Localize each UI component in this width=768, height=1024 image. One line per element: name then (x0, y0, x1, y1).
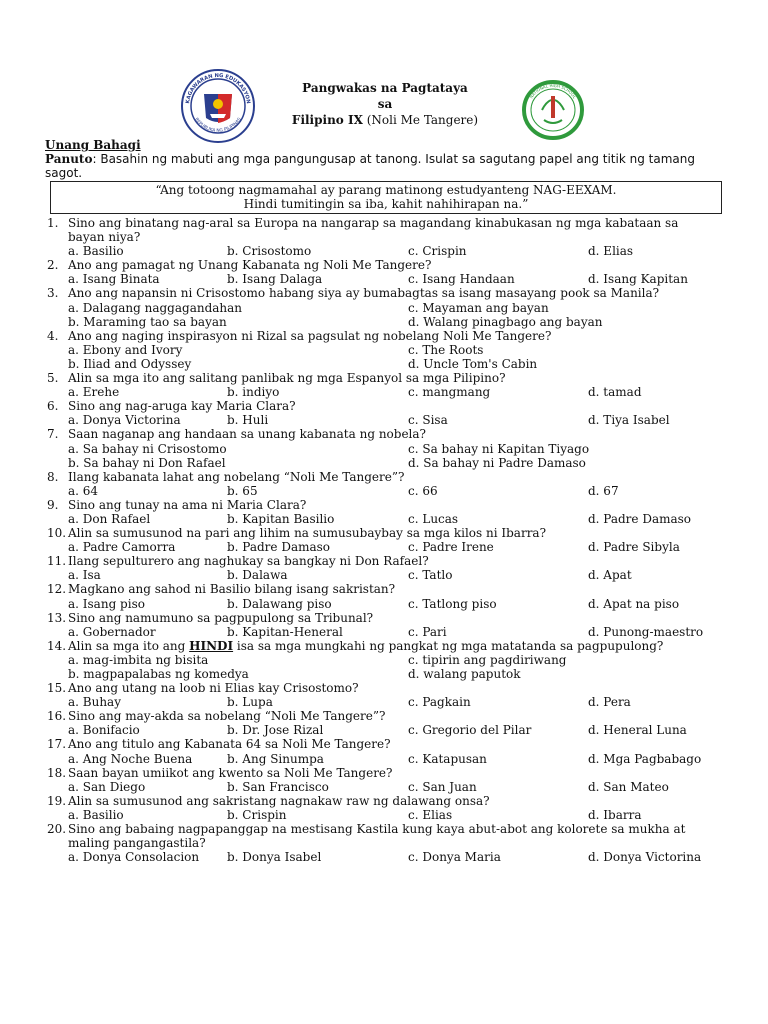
question-number: 20. (47, 822, 67, 837)
question-item (0, 582, 768, 596)
answer-choice: c. Isang Handaan (408, 272, 515, 287)
answer-choice: b. Maraming tao sa bayan (68, 314, 227, 329)
answer-choice: c. Tatlong piso (408, 596, 497, 611)
answer-choice: c. tipirin ang pagdiriwang (408, 652, 567, 667)
answer-choice: b. Sa bahay ni Don Rafael (68, 455, 226, 470)
answer-choice: c. The Roots (408, 342, 484, 357)
choice-row (0, 301, 768, 315)
question-number: 2. (47, 258, 59, 273)
question-item (0, 737, 768, 751)
question-text: Sino ang namumuno sa pagpupulong sa Tribunal? (68, 610, 374, 625)
question-item (0, 427, 768, 441)
question-text: Ilang kabanata lahat ang nobelang “Noli Me Tangere”? (68, 469, 405, 484)
choice-row (0, 385, 768, 399)
question-item (0, 794, 768, 808)
question-number: 8. (47, 469, 59, 484)
answer-choice: b. Padre Damaso (227, 540, 331, 555)
choice-row (0, 808, 768, 822)
choice-row (0, 667, 768, 681)
title-subject: Filipino IX (291, 113, 363, 127)
answer-choice: a. Ebony and Ivory (68, 342, 183, 357)
answer-choice: a. Buhay (68, 695, 121, 710)
question-list (0, 216, 768, 864)
answer-choice: a. 64 (68, 483, 99, 498)
directions-label: Panuto (45, 152, 93, 166)
question-number: 17. (47, 737, 67, 752)
question-text: Ano ang pamagat ng Unang Kabanata ng Noli Me Tangere? (68, 258, 432, 273)
question-text: Saan naganap ang handaan sa unang kabanata ng nobela? (68, 427, 426, 442)
question-number: 12. (47, 582, 67, 597)
question-number: 9. (47, 497, 59, 512)
question-text (68, 639, 708, 653)
question-text: Ano ang napansin ni Crisostomo habang siya ay bumabagtas sa isang masayang pook sa Manila? (68, 286, 660, 301)
choice-row (0, 653, 768, 667)
answer-choice: c. mangmang (408, 385, 491, 400)
answer-choice: b. indiyo (227, 385, 280, 400)
quote-box (50, 181, 722, 214)
question-number: 18. (47, 765, 67, 780)
question-item (0, 216, 768, 244)
answer-choice: c. Tatlo (408, 568, 453, 583)
answer-choice: b. Huli (227, 413, 269, 428)
exam-title (250, 80, 520, 128)
answer-choice: b. San Francisco (227, 779, 329, 794)
answer-choice: d. Sa bahay ni Padre Damaso (408, 455, 586, 470)
answer-choice: b. Dr. Jose Rizal (227, 723, 324, 738)
question-text: Sino ang nag-aruga kay Maria Clara? (68, 399, 296, 414)
answer-choice: a. Isa (68, 568, 101, 583)
answer-choice: a. Don Rafael (68, 511, 151, 526)
answer-choice: d. San Mateo (588, 779, 669, 794)
answer-choice: d. Heneral Luna (588, 723, 687, 738)
answer-choice: c. 66 (408, 483, 438, 498)
answer-choice: d. Mga Pagbabago (588, 751, 702, 766)
answer-choice: c. Mayaman ang bayan (408, 300, 549, 315)
question-text: Ilang sepulturero ang naghukay sa bangkay ni Don Rafael? (68, 554, 429, 569)
question-item (0, 371, 768, 385)
question-item (0, 470, 768, 484)
answer-choice: a. Donya Victorina (68, 413, 181, 428)
question-item (0, 526, 768, 540)
question-text: Magkano ang sahod ni Basilio bilang isang sakristan? (68, 582, 396, 597)
answer-choice: d. tamad (588, 385, 642, 400)
choice-row (0, 723, 768, 737)
answer-choice: b. Iliad and Odyssey (68, 356, 192, 371)
answer-choice: a. Ang Noche Buena (68, 751, 193, 766)
question-number: 4. (47, 328, 59, 343)
question-number: 6. (47, 399, 59, 414)
answer-choice: a. Dalagang naggagandahan (68, 300, 243, 315)
question-item (0, 822, 768, 850)
answer-choice: b. Crisostomo (227, 244, 312, 259)
answer-choice: c. Donya Maria (408, 850, 501, 865)
choice-row (0, 568, 768, 582)
question-item (0, 766, 768, 780)
question-item (0, 399, 768, 413)
answer-choice: b. Ang Sinumpa (227, 751, 324, 766)
choice-row (0, 625, 768, 639)
answer-choice: a. Basilio (68, 244, 124, 259)
answer-choice: c. Sisa (408, 413, 448, 428)
question-text: Ano ang titulo ang Kabanata 64 sa Noli Me Tangere? (68, 737, 391, 752)
answer-choice: d. Uncle Tom's Cabin (408, 356, 538, 371)
answer-choice: d. Ibarra (588, 807, 642, 822)
answer-choice: d. Donya Victorina (588, 850, 702, 865)
emphasis-hindi: HINDI (189, 638, 234, 653)
answer-choice: c. Sa bahay ni Kapitan Tiyago (408, 441, 590, 456)
question-item (0, 329, 768, 343)
directions-text: : Basahin ng mabuti ang mga pangungusap at tanong. Isulat sa sagutang papel ang titik ng tamang sagot. (45, 152, 695, 180)
answer-choice: d. 67 (588, 483, 619, 498)
answer-choice: a. Basilio (68, 807, 124, 822)
directions (45, 152, 735, 180)
answer-choice: a. Gobernador (68, 624, 156, 639)
section-title: Unang Bahagi (45, 138, 141, 152)
answer-choice: a. Donya Consolacion (68, 850, 200, 865)
question-number: 13. (47, 610, 67, 625)
answer-choice: c. Elias (408, 807, 453, 822)
answer-choice: c. Crispin (408, 244, 467, 259)
svg-text:KAGAWARAN NG EDUKASYON: KAGAWARAN NG EDUKASYON (185, 72, 251, 105)
question-text: Sino ang tunay na ama ni Maria Clara? (68, 497, 307, 512)
question-text: Ano ang naging inspirasyon ni Rizal sa pagsulat ng nobelang Noli Me Tangere? (68, 328, 552, 343)
question-item (0, 611, 768, 625)
answer-choice: d. walang paputok (408, 667, 521, 681)
question-item (0, 709, 768, 723)
answer-choice: a. San Diego (68, 779, 146, 794)
answer-choice: b. Dalawa (227, 568, 288, 583)
quote-line-1: “Ang totoong nagmamahal ay parang matinong estudyanteng NAG-EEXAM. (155, 183, 617, 197)
choice-row (0, 442, 768, 456)
choice-row (0, 244, 768, 258)
choice-row (0, 850, 768, 864)
answer-choice: c. Padre Irene (408, 540, 494, 555)
answer-choice: b. magpapalabas ng komedya (68, 667, 249, 681)
answer-choice: c. Lucas (408, 511, 459, 526)
question-number: 19. (47, 793, 67, 808)
choice-row (0, 780, 768, 794)
quote-line-2: Hindi tumitingin sa iba, kahit nahihirapan na.” (243, 197, 529, 211)
question-text: Ano ang utang na loob ni Elias kay Crisostomo? (68, 681, 359, 696)
answer-choice: c. Pagkain (408, 695, 471, 710)
answer-choice: d. Elias (588, 244, 634, 259)
question-text-part: isa sa mga mungkahi ng pangkat ng mga matatanda sa pagpupulong? (233, 638, 664, 653)
question-item (0, 681, 768, 695)
svg-text:REPUBLIKA NG PILIPINAS: REPUBLIKA NG PILIPINAS (193, 117, 243, 134)
answer-choice: b. Lupa (227, 695, 273, 710)
answer-choice: d. Padre Sibyla (588, 540, 680, 555)
question-number: 10. (47, 526, 67, 541)
answer-choice: b. Donya Isabel (227, 850, 322, 865)
choice-row (0, 695, 768, 709)
answer-choice: c. San Juan (408, 779, 477, 794)
answer-choice: d. Pera (588, 695, 631, 710)
answer-choice: b. Dalawang piso (227, 596, 332, 611)
school-seal-icon (522, 80, 584, 140)
question-item (0, 639, 768, 653)
choice-row (0, 315, 768, 329)
question-text: Sino ang may-akda sa nobelang “Noli Me Tangere”? (68, 709, 386, 724)
question-number: 16. (47, 709, 67, 724)
answer-choice: a. mag-imbita ng bisita (68, 652, 209, 667)
answer-choice: c. Katapusan (408, 751, 487, 766)
answer-choice: d. Tiya Isabel (588, 413, 670, 428)
answer-choice: d. Apat (588, 568, 632, 583)
answer-choice: d. Isang Kapitan (588, 272, 688, 287)
choice-row (0, 597, 768, 611)
question-item (0, 498, 768, 512)
deped-seal-icon (180, 68, 256, 144)
title-subject-detail: (Noli Me Tangere) (362, 113, 479, 127)
choice-row (0, 512, 768, 526)
answer-choice: d. Padre Damaso (588, 511, 692, 526)
question-number: 14. (47, 638, 67, 653)
question-item (0, 286, 768, 300)
question-text: Alin sa sumusunod na pari ang lihim na sumusubaybay sa mga kilos ni Ibarra? (68, 526, 547, 541)
question-number: 3. (47, 286, 59, 301)
answer-choice: a. Isang Binata (68, 272, 160, 287)
question-number: 11. (47, 554, 67, 569)
question-item (0, 554, 768, 568)
answer-choice: a. Bonifacio (68, 723, 140, 738)
title-line-2: sa (377, 97, 393, 111)
choice-row (0, 456, 768, 470)
question-number: 7. (47, 427, 59, 442)
answer-choice: a. Sa bahay ni Crisostomo (68, 441, 227, 456)
answer-choice: a. Padre Camorra (68, 540, 176, 555)
answer-choice: b. 65 (227, 483, 258, 498)
answer-choice: a. Isang piso (68, 596, 145, 611)
choice-row (0, 413, 768, 427)
choice-row (0, 484, 768, 498)
answer-choice: b. Kapitan Basilio (227, 511, 335, 526)
answer-choice: b. Isang Dalaga (227, 272, 323, 287)
answer-choice: a. Erehe (68, 385, 120, 400)
question-text-part: Alin sa mga ito ang (68, 638, 190, 653)
answer-choice: c. Gregorio del Pilar (408, 723, 532, 738)
title-line-1: Pangwakas na Pagtataya (302, 81, 468, 95)
answer-choice: d. Apat na piso (588, 596, 680, 611)
question-text: Alin sa sumusunod ang sakristang nagnakaw raw ng dalawang onsa? (68, 793, 490, 808)
question-number: 1. (47, 216, 59, 230)
answer-choice: d. Punong-maestro (588, 624, 704, 639)
answer-choice: c. Pari (408, 624, 447, 639)
answer-choice: b. Crispin (227, 807, 287, 822)
choice-row (0, 357, 768, 371)
question-item (0, 258, 768, 272)
question-text: Saan bayan umiikot ang kwento sa Noli Me Tangere? (68, 765, 393, 780)
svg-text:NATIONAL HIGH SCHOOL: NATIONAL HIGH SCHOOL (528, 82, 578, 100)
question-text: Alin sa mga ito ang salitang panlibak ng mga Espanyol sa mga Pilipino? (68, 371, 506, 386)
question-text: Sino ang babaing nagpapanggap na mestisang Kastila kung kaya abut-abot ang kolorete sa mukha at maling pangangastila? (68, 822, 686, 851)
choice-row (0, 752, 768, 766)
choice-row (0, 540, 768, 554)
choice-row (0, 343, 768, 357)
answer-choice: b. Kapitan-Heneral (227, 624, 343, 639)
question-text: Sino ang binatang nag-aral sa Europa na nangarap sa magandang kinabukasan ng mga kabataan sa bayan niya? (68, 216, 679, 245)
question-number: 15. (47, 681, 67, 696)
choice-row (0, 272, 768, 286)
question-number: 5. (47, 371, 59, 386)
answer-choice: d. Walang pinagbago ang bayan (408, 314, 603, 329)
